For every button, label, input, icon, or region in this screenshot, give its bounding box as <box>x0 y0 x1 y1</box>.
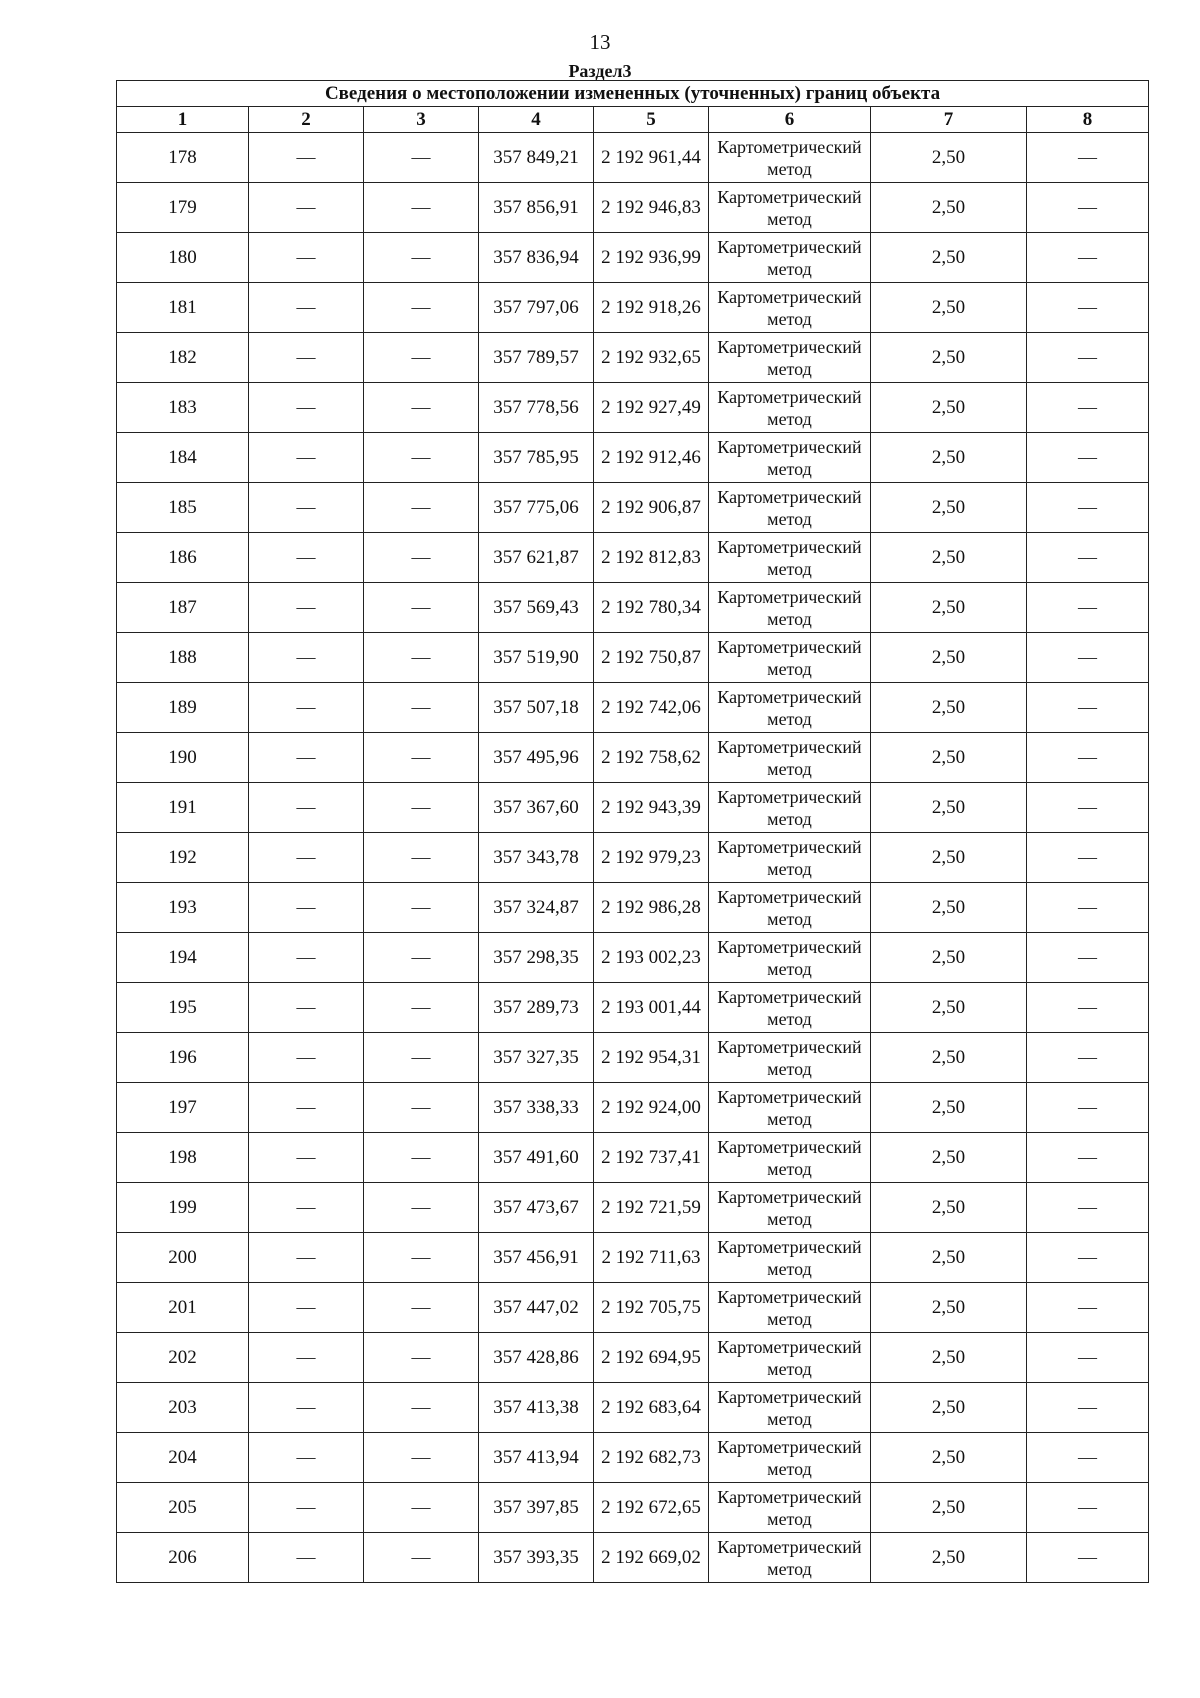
column-2-cell: — <box>249 733 364 783</box>
accuracy-cell: 2,50 <box>871 1483 1027 1533</box>
column-2-cell: — <box>249 133 364 183</box>
column-3-cell: — <box>364 883 479 933</box>
point-number-cell: 193 <box>117 883 249 933</box>
method-cell: Картометрический метод <box>709 1283 871 1333</box>
y-coordinate-cell: 2 192 721,59 <box>594 1183 709 1233</box>
column-2-cell: — <box>249 1033 364 1083</box>
method-cell: Картометрический метод <box>709 1333 871 1383</box>
y-coordinate-cell: 2 192 683,64 <box>594 1383 709 1433</box>
y-coordinate-cell: 2 192 912,46 <box>594 433 709 483</box>
table-row <box>117 283 1149 333</box>
x-coordinate-cell: 357 447,02 <box>479 1283 594 1333</box>
method-cell: Картометрический метод <box>709 983 871 1033</box>
column-8-cell: — <box>1027 133 1149 183</box>
column-3-cell: — <box>364 183 479 233</box>
table-row <box>117 1033 1149 1083</box>
column-3-cell: — <box>364 1483 479 1533</box>
x-coordinate-cell: 357 327,35 <box>479 1033 594 1083</box>
y-coordinate-cell: 2 192 694,95 <box>594 1333 709 1383</box>
column-3-cell: — <box>364 633 479 683</box>
table-row <box>117 483 1149 533</box>
x-coordinate-cell: 357 519,90 <box>479 633 594 683</box>
table-caption-row <box>117 81 1149 107</box>
y-coordinate-cell: 2 192 927,49 <box>594 383 709 433</box>
column-3-cell: — <box>364 1133 479 1183</box>
column-3-cell: — <box>364 1233 479 1283</box>
method-cell: Картометрический метод <box>709 1183 871 1233</box>
point-number-cell: 184 <box>117 433 249 483</box>
y-coordinate-cell: 2 192 742,06 <box>594 683 709 733</box>
y-coordinate-cell: 2 192 932,65 <box>594 333 709 383</box>
column-2-cell: — <box>249 1083 364 1133</box>
section-title: Раздел3 <box>568 61 632 81</box>
table-row <box>117 333 1149 383</box>
column-2-cell: — <box>249 983 364 1033</box>
point-number-cell: 204 <box>117 1433 249 1483</box>
column-3-cell: — <box>364 483 479 533</box>
column-3-cell: — <box>364 383 479 433</box>
accuracy-cell: 2,50 <box>871 933 1027 983</box>
accuracy-cell: 2,50 <box>871 333 1027 383</box>
method-cell: Картометрический метод <box>709 833 871 883</box>
column-header: 6 <box>709 107 871 133</box>
y-coordinate-cell: 2 192 737,41 <box>594 1133 709 1183</box>
column-2-cell: — <box>249 883 364 933</box>
column-8-cell: — <box>1027 833 1149 883</box>
column-2-cell: — <box>249 433 364 483</box>
column-3-cell: — <box>364 583 479 633</box>
column-8-cell: — <box>1027 1383 1149 1433</box>
method-cell: Картометрический метод <box>709 1083 871 1133</box>
x-coordinate-cell: 357 495,96 <box>479 733 594 783</box>
column-2-cell: — <box>249 1183 364 1233</box>
accuracy-cell: 2,50 <box>871 1433 1027 1483</box>
column-8-cell: — <box>1027 233 1149 283</box>
column-3-cell: — <box>364 1183 479 1233</box>
x-coordinate-cell: 357 324,87 <box>479 883 594 933</box>
method-cell: Картометрический метод <box>709 583 871 633</box>
method-cell: Картометрический метод <box>709 183 871 233</box>
column-3-cell: — <box>364 333 479 383</box>
method-cell: Картометрический метод <box>709 883 871 933</box>
y-coordinate-cell: 2 192 943,39 <box>594 783 709 833</box>
table-row <box>117 383 1149 433</box>
y-coordinate-cell: 2 192 918,26 <box>594 283 709 333</box>
y-coordinate-cell: 2 192 711,63 <box>594 1233 709 1283</box>
x-coordinate-cell: 357 413,94 <box>479 1433 594 1483</box>
column-8-cell: — <box>1027 783 1149 833</box>
x-coordinate-cell: 357 775,06 <box>479 483 594 533</box>
point-number-cell: 181 <box>117 283 249 333</box>
table-row <box>117 1483 1149 1533</box>
x-coordinate-cell: 357 428,86 <box>479 1333 594 1383</box>
column-3-cell: — <box>364 1533 479 1583</box>
table-caption: Сведения о местоположении измененных (уточненных) границ объекта <box>117 81 1149 107</box>
column-2-cell: — <box>249 233 364 283</box>
y-coordinate-cell: 2 192 682,73 <box>594 1433 709 1483</box>
accuracy-cell: 2,50 <box>871 1133 1027 1183</box>
accuracy-cell: 2,50 <box>871 583 1027 633</box>
point-number-cell: 185 <box>117 483 249 533</box>
table-row <box>117 433 1149 483</box>
accuracy-cell: 2,50 <box>871 1383 1027 1433</box>
table-row <box>117 783 1149 833</box>
column-3-cell: — <box>364 233 479 283</box>
column-3-cell: — <box>364 983 479 1033</box>
point-number-cell: 178 <box>117 133 249 183</box>
accuracy-cell: 2,50 <box>871 733 1027 783</box>
column-header: 8 <box>1027 107 1149 133</box>
y-coordinate-cell: 2 192 758,62 <box>594 733 709 783</box>
column-header: 3 <box>364 107 479 133</box>
column-2-cell: — <box>249 1133 364 1183</box>
table-row <box>117 883 1149 933</box>
accuracy-cell: 2,50 <box>871 1183 1027 1233</box>
point-number-cell: 200 <box>117 1233 249 1283</box>
column-8-cell: — <box>1027 483 1149 533</box>
accuracy-cell: 2,50 <box>871 1333 1027 1383</box>
x-coordinate-cell: 357 473,67 <box>479 1183 594 1233</box>
point-number-cell: 180 <box>117 233 249 283</box>
column-2-cell: — <box>249 1283 364 1333</box>
y-coordinate-cell: 2 192 669,02 <box>594 1533 709 1583</box>
column-2-cell: — <box>249 1483 364 1533</box>
column-8-cell: — <box>1027 883 1149 933</box>
column-2-cell: — <box>249 1233 364 1283</box>
accuracy-cell: 2,50 <box>871 283 1027 333</box>
y-coordinate-cell: 2 192 986,28 <box>594 883 709 933</box>
y-coordinate-cell: 2 192 750,87 <box>594 633 709 683</box>
point-number-cell: 195 <box>117 983 249 1033</box>
table-row <box>117 1533 1149 1583</box>
column-2-cell: — <box>249 783 364 833</box>
x-coordinate-cell: 357 456,91 <box>479 1233 594 1283</box>
table-row <box>117 233 1149 283</box>
column-header: 4 <box>479 107 594 133</box>
point-number-cell: 186 <box>117 533 249 583</box>
accuracy-cell: 2,50 <box>871 1283 1027 1333</box>
x-coordinate-cell: 357 393,35 <box>479 1533 594 1583</box>
column-header: 1 <box>117 107 249 133</box>
method-cell: Картометрический метод <box>709 1483 871 1533</box>
method-cell: Картометрический метод <box>709 1533 871 1583</box>
column-3-cell: — <box>364 933 479 983</box>
point-number-cell: 206 <box>117 1533 249 1583</box>
y-coordinate-cell: 2 192 961,44 <box>594 133 709 183</box>
x-coordinate-cell: 357 621,87 <box>479 533 594 583</box>
y-coordinate-cell: 2 193 001,44 <box>594 983 709 1033</box>
column-3-cell: — <box>364 1333 479 1383</box>
point-number-cell: 198 <box>117 1133 249 1183</box>
column-3-cell: — <box>364 1033 479 1083</box>
x-coordinate-cell: 357 797,06 <box>479 283 594 333</box>
point-number-cell: 188 <box>117 633 249 683</box>
accuracy-cell: 2,50 <box>871 533 1027 583</box>
table-row <box>117 683 1149 733</box>
table-row <box>117 133 1149 183</box>
x-coordinate-cell: 357 849,21 <box>479 133 594 183</box>
table-row <box>117 1433 1149 1483</box>
column-3-cell: — <box>364 833 479 883</box>
coordinates-table <box>116 80 1149 1583</box>
x-coordinate-cell: 357 338,33 <box>479 1083 594 1133</box>
point-number-cell: 197 <box>117 1083 249 1133</box>
column-8-cell: — <box>1027 1233 1149 1283</box>
column-8-cell: — <box>1027 283 1149 333</box>
table-row <box>117 1333 1149 1383</box>
column-2-cell: — <box>249 933 364 983</box>
accuracy-cell: 2,50 <box>871 883 1027 933</box>
method-cell: Картометрический метод <box>709 783 871 833</box>
point-number-cell: 182 <box>117 333 249 383</box>
accuracy-cell: 2,50 <box>871 983 1027 1033</box>
column-2-cell: — <box>249 333 364 383</box>
column-8-cell: — <box>1027 1533 1149 1583</box>
accuracy-cell: 2,50 <box>871 633 1027 683</box>
accuracy-cell: 2,50 <box>871 133 1027 183</box>
x-coordinate-cell: 357 298,35 <box>479 933 594 983</box>
table-row <box>117 1283 1149 1333</box>
column-8-cell: — <box>1027 1333 1149 1383</box>
accuracy-cell: 2,50 <box>871 783 1027 833</box>
point-number-cell: 194 <box>117 933 249 983</box>
point-number-cell: 201 <box>117 1283 249 1333</box>
method-cell: Картометрический метод <box>709 483 871 533</box>
point-number-cell: 203 <box>117 1383 249 1433</box>
point-number-cell: 205 <box>117 1483 249 1533</box>
column-8-cell: — <box>1027 183 1149 233</box>
point-number-cell: 202 <box>117 1333 249 1383</box>
y-coordinate-cell: 2 192 979,23 <box>594 833 709 883</box>
column-8-cell: — <box>1027 1433 1149 1483</box>
accuracy-cell: 2,50 <box>871 183 1027 233</box>
table-row <box>117 1233 1149 1283</box>
y-coordinate-cell: 2 192 705,75 <box>594 1283 709 1333</box>
x-coordinate-cell: 357 507,18 <box>479 683 594 733</box>
method-cell: Картометрический метод <box>709 333 871 383</box>
column-8-cell: — <box>1027 533 1149 583</box>
table-row <box>117 183 1149 233</box>
point-number-cell: 192 <box>117 833 249 883</box>
method-cell: Картометрический метод <box>709 233 871 283</box>
x-coordinate-cell: 357 413,38 <box>479 1383 594 1433</box>
column-8-cell: — <box>1027 1083 1149 1133</box>
method-cell: Картометрический метод <box>709 633 871 683</box>
column-8-cell: — <box>1027 983 1149 1033</box>
point-number-cell: 191 <box>117 783 249 833</box>
table-row <box>117 1133 1149 1183</box>
point-number-cell: 196 <box>117 1033 249 1083</box>
table-row <box>117 933 1149 983</box>
column-8-cell: — <box>1027 433 1149 483</box>
point-number-cell: 183 <box>117 383 249 433</box>
table-row <box>117 833 1149 883</box>
x-coordinate-cell: 357 397,85 <box>479 1483 594 1533</box>
table-row <box>117 1083 1149 1133</box>
accuracy-cell: 2,50 <box>871 1033 1027 1083</box>
point-number-cell: 179 <box>117 183 249 233</box>
table-row <box>117 533 1149 583</box>
column-3-cell: — <box>364 533 479 583</box>
x-coordinate-cell: 357 491,60 <box>479 1133 594 1183</box>
column-3-cell: — <box>364 1083 479 1133</box>
x-coordinate-cell: 357 569,43 <box>479 583 594 633</box>
x-coordinate-cell: 357 856,91 <box>479 183 594 233</box>
x-coordinate-cell: 357 789,57 <box>479 333 594 383</box>
table-header-row <box>117 107 1149 133</box>
method-cell: Картометрический метод <box>709 1033 871 1083</box>
column-2-cell: — <box>249 1333 364 1383</box>
column-3-cell: — <box>364 1383 479 1433</box>
method-cell: Картометрический метод <box>709 733 871 783</box>
y-coordinate-cell: 2 193 002,23 <box>594 933 709 983</box>
y-coordinate-cell: 2 192 672,65 <box>594 1483 709 1533</box>
accuracy-cell: 2,50 <box>871 233 1027 283</box>
column-2-cell: — <box>249 833 364 883</box>
table-row <box>117 1383 1149 1433</box>
column-8-cell: — <box>1027 1183 1149 1233</box>
point-number-cell: 189 <box>117 683 249 733</box>
method-cell: Картометрический метод <box>709 1383 871 1433</box>
point-number-cell: 187 <box>117 583 249 633</box>
column-3-cell: — <box>364 1283 479 1333</box>
column-8-cell: — <box>1027 683 1149 733</box>
table-row <box>117 583 1149 633</box>
column-8-cell: — <box>1027 1133 1149 1183</box>
column-2-cell: — <box>249 1433 364 1483</box>
column-2-cell: — <box>249 283 364 333</box>
column-8-cell: — <box>1027 1033 1149 1083</box>
column-8-cell: — <box>1027 1283 1149 1333</box>
column-8-cell: — <box>1027 733 1149 783</box>
point-number-cell: 190 <box>117 733 249 783</box>
column-2-cell: — <box>249 583 364 633</box>
column-3-cell: — <box>364 133 479 183</box>
accuracy-cell: 2,50 <box>871 483 1027 533</box>
x-coordinate-cell: 357 778,56 <box>479 383 594 433</box>
column-header: 7 <box>871 107 1027 133</box>
column-3-cell: — <box>364 783 479 833</box>
column-2-cell: — <box>249 533 364 583</box>
column-8-cell: — <box>1027 633 1149 683</box>
column-2-cell: — <box>249 633 364 683</box>
accuracy-cell: 2,50 <box>871 683 1027 733</box>
column-2-cell: — <box>249 383 364 433</box>
page-number: 13 <box>589 30 611 54</box>
column-8-cell: — <box>1027 1483 1149 1533</box>
method-cell: Картометрический метод <box>709 533 871 583</box>
column-2-cell: — <box>249 483 364 533</box>
y-coordinate-cell: 2 192 924,00 <box>594 1083 709 1133</box>
table-row <box>117 1183 1149 1233</box>
x-coordinate-cell: 357 785,95 <box>479 433 594 483</box>
method-cell: Картометрический метод <box>709 383 871 433</box>
y-coordinate-cell: 2 192 954,31 <box>594 1033 709 1083</box>
x-coordinate-cell: 357 836,94 <box>479 233 594 283</box>
accuracy-cell: 2,50 <box>871 433 1027 483</box>
y-coordinate-cell: 2 192 780,34 <box>594 583 709 633</box>
accuracy-cell: 2,50 <box>871 1233 1027 1283</box>
accuracy-cell: 2,50 <box>871 1533 1027 1583</box>
column-2-cell: — <box>249 1383 364 1433</box>
table-row <box>117 633 1149 683</box>
x-coordinate-cell: 357 289,73 <box>479 983 594 1033</box>
column-2-cell: — <box>249 183 364 233</box>
method-cell: Картометрический метод <box>709 283 871 333</box>
accuracy-cell: 2,50 <box>871 383 1027 433</box>
accuracy-cell: 2,50 <box>871 1083 1027 1133</box>
column-header: 5 <box>594 107 709 133</box>
column-3-cell: — <box>364 433 479 483</box>
method-cell: Картометрический метод <box>709 1133 871 1183</box>
method-cell: Картометрический метод <box>709 683 871 733</box>
x-coordinate-cell: 357 367,60 <box>479 783 594 833</box>
column-header: 2 <box>249 107 364 133</box>
column-3-cell: — <box>364 733 479 783</box>
table-row <box>117 733 1149 783</box>
x-coordinate-cell: 357 343,78 <box>479 833 594 883</box>
column-8-cell: — <box>1027 383 1149 433</box>
y-coordinate-cell: 2 192 906,87 <box>594 483 709 533</box>
method-cell: Картометрический метод <box>709 133 871 183</box>
column-2-cell: — <box>249 1533 364 1583</box>
column-8-cell: — <box>1027 933 1149 983</box>
table-body <box>117 133 1149 1583</box>
y-coordinate-cell: 2 192 936,99 <box>594 233 709 283</box>
column-3-cell: — <box>364 683 479 733</box>
table-row <box>117 983 1149 1033</box>
y-coordinate-cell: 2 192 946,83 <box>594 183 709 233</box>
column-3-cell: — <box>364 1433 479 1483</box>
column-8-cell: — <box>1027 583 1149 633</box>
point-number-cell: 199 <box>117 1183 249 1233</box>
column-2-cell: — <box>249 683 364 733</box>
accuracy-cell: 2,50 <box>871 833 1027 883</box>
method-cell: Картометрический метод <box>709 1433 871 1483</box>
method-cell: Картометрический метод <box>709 933 871 983</box>
method-cell: Картометрический метод <box>709 1233 871 1283</box>
y-coordinate-cell: 2 192 812,83 <box>594 533 709 583</box>
column-8-cell: — <box>1027 333 1149 383</box>
column-3-cell: — <box>364 283 479 333</box>
method-cell: Картометрический метод <box>709 433 871 483</box>
